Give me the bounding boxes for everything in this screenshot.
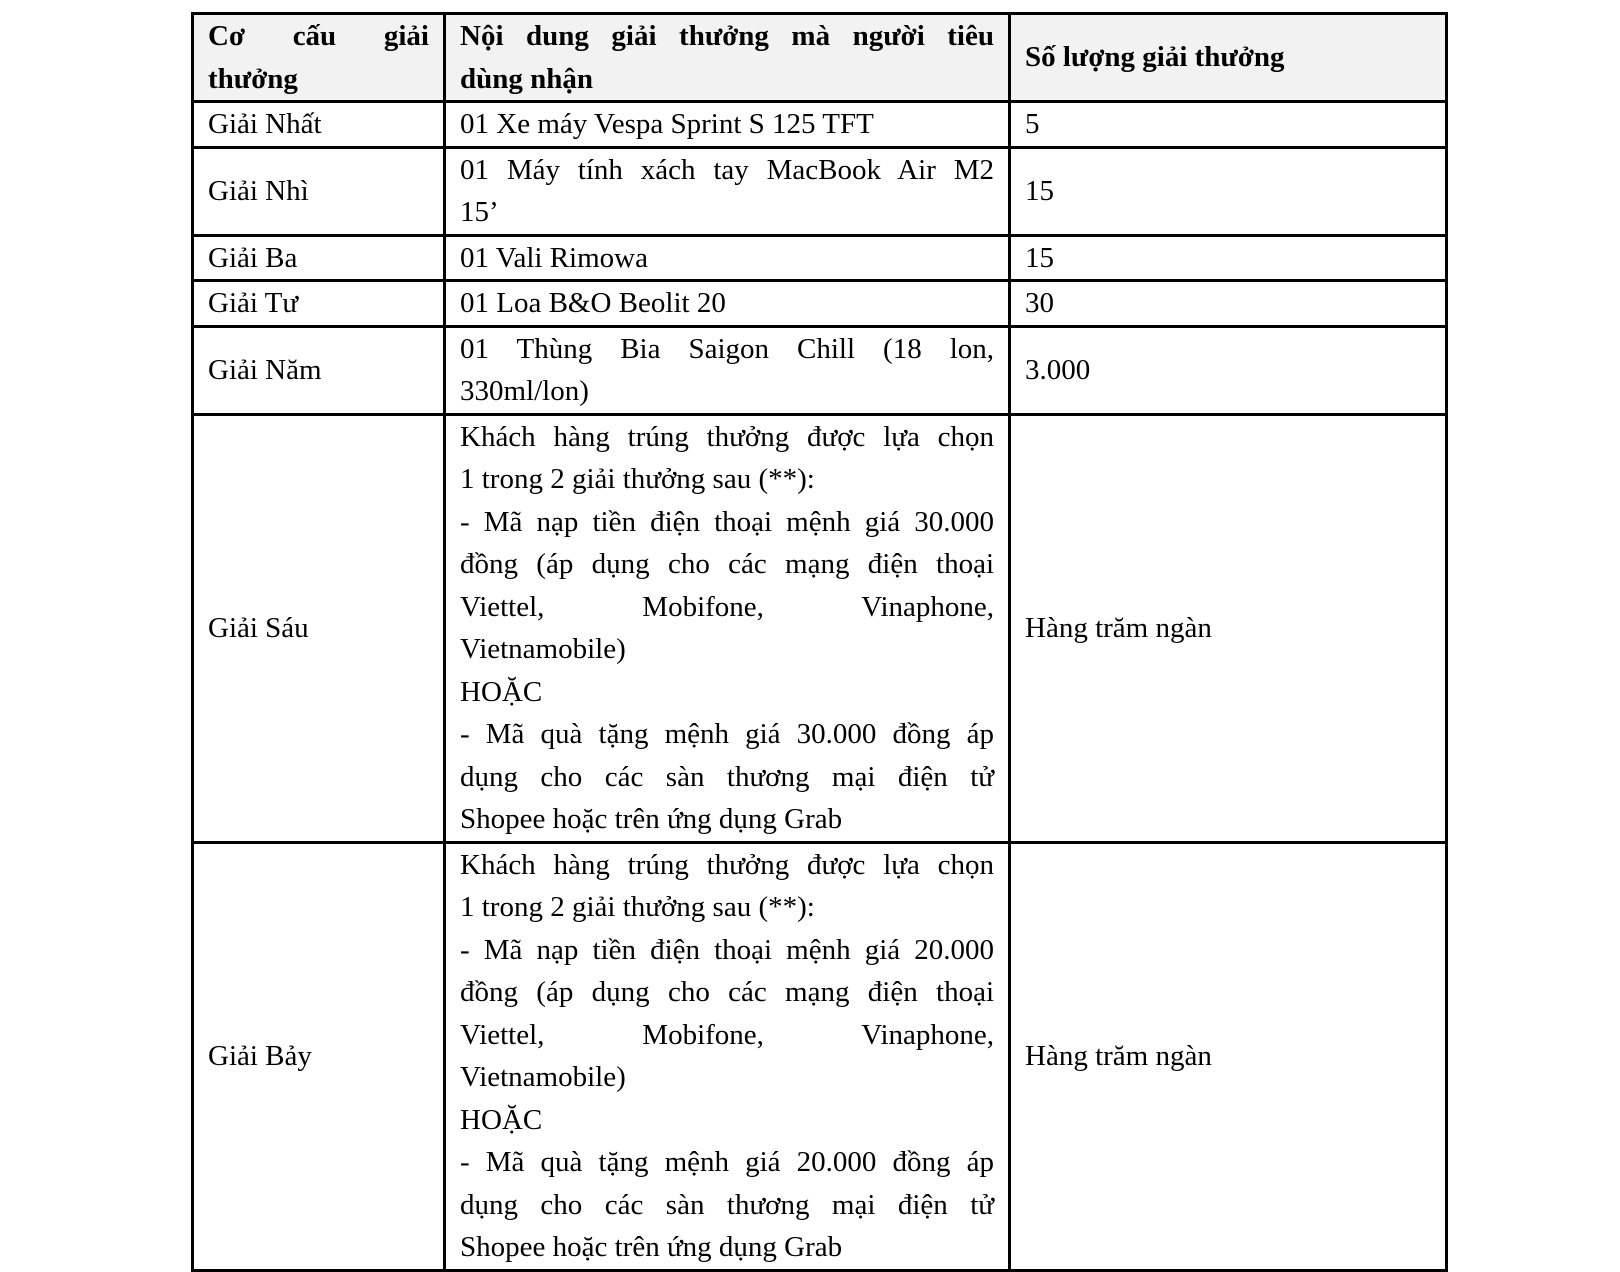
prize-quantity-cell: 30 [1010,281,1447,327]
prize-name-cell: Giải Sáu [193,414,445,842]
prize-name-cell: Giải Tư [193,281,445,327]
content-line: 01 Loa B&O Beolit 20 [460,287,726,319]
table-row [193,326,1447,414]
content-line: Shopee hoặc trên ứng dụng Grab [460,1231,843,1263]
prize-content-cell [445,102,1010,148]
content-line: - Mã quà tặng mệnh giá 30.000 đồng áp [460,718,994,750]
header-line: thưởng [208,62,298,95]
content-line: - Mã nạp tiền điện thoại mệnh giá 20.000 [460,933,994,966]
prize-quantity-cell: 15 [1010,235,1447,281]
header-prize-structure [193,14,445,102]
header-line: Nội dung giải thưởng mà người tiêu [460,20,994,52]
content-line: đồng (áp dụng cho các mạng điện thoại [460,548,994,580]
prize-quantity-cell: Hàng trăm ngàn [1010,842,1447,1270]
content-line: 1 trong 2 giải thưởng sau (**): [460,463,815,495]
prize-content-cell [445,326,1010,414]
prize-content-cell [445,414,1010,842]
table-row [193,235,1447,281]
table-row [193,147,1447,235]
prize-structure-table [191,12,1448,1272]
header-prize-quantity [1010,14,1447,102]
prize-name-cell: Giải Nhì [193,147,445,235]
prize-quantity-cell: Hàng trăm ngàn [1010,414,1447,842]
content-line: dụng cho các sàn thương mại điện tử [460,1188,994,1221]
prize-content-cell [445,281,1010,327]
prize-quantity-cell: 3.000 [1010,326,1447,414]
content-line: - Mã quà tặng mệnh giá 20.000 đồng áp [460,1146,994,1178]
content-line: Viettel, Mobifone, Vinaphone, [460,1018,994,1051]
content-line: Viettel, Mobifone, Vinaphone, [460,590,994,623]
content-line: HOẶC [460,675,543,708]
prize-name-cell: Giải Bảy [193,842,445,1270]
prize-quantity-cell: 15 [1010,147,1447,235]
content-line: 330ml/lon) [460,375,589,407]
content-line: 01 Xe máy Vespa Sprint S 125 TFT [460,108,874,140]
content-line: 15’ [460,196,499,228]
content-line: Vietnamobile) [460,633,626,665]
table-row [193,414,1447,842]
content-line: Vietnamobile) [460,1061,626,1093]
content-line: Khách hàng trúng thưởng được lựa chọn [460,420,994,453]
table-header [193,14,1447,102]
content-line: dụng cho các sàn thương mại điện tử [460,760,994,793]
table-row [193,842,1447,1270]
content-line: đồng (áp dụng cho các mạng điện thoại [460,976,994,1008]
header-prize-content [445,14,1010,102]
header-row [193,14,1447,102]
content-line: HOẶC [460,1103,543,1136]
header-line: Số lượng giải thưởng [1025,41,1285,74]
prize-content-cell [445,842,1010,1270]
header-line: dùng nhận [460,62,594,95]
header-line: Cơ cấu giải [208,20,429,52]
prize-content-cell [445,235,1010,281]
prize-quantity-cell: 5 [1010,102,1447,148]
content-line: - Mã nạp tiền điện thoại mệnh giá 30.000 [460,505,994,538]
table-row [193,281,1447,327]
content-line: 01 Máy tính xách tay MacBook Air M2 [460,153,994,186]
prize-content-cell [445,147,1010,235]
content-line: 01 Vali Rimowa [460,241,648,274]
content-line: 01 Thùng Bia Saigon Chill (18 lon, [460,332,994,365]
prize-name-cell: Giải Năm [193,326,445,414]
prize-name-cell: Giải Nhất [193,102,445,148]
prize-name-cell: Giải Ba [193,235,445,281]
table-row [193,102,1447,148]
content-line: Shopee hoặc trên ứng dụng Grab [460,803,843,835]
content-line: Khách hàng trúng thưởng được lựa chọn [460,848,994,881]
content-line: 1 trong 2 giải thưởng sau (**): [460,891,815,923]
